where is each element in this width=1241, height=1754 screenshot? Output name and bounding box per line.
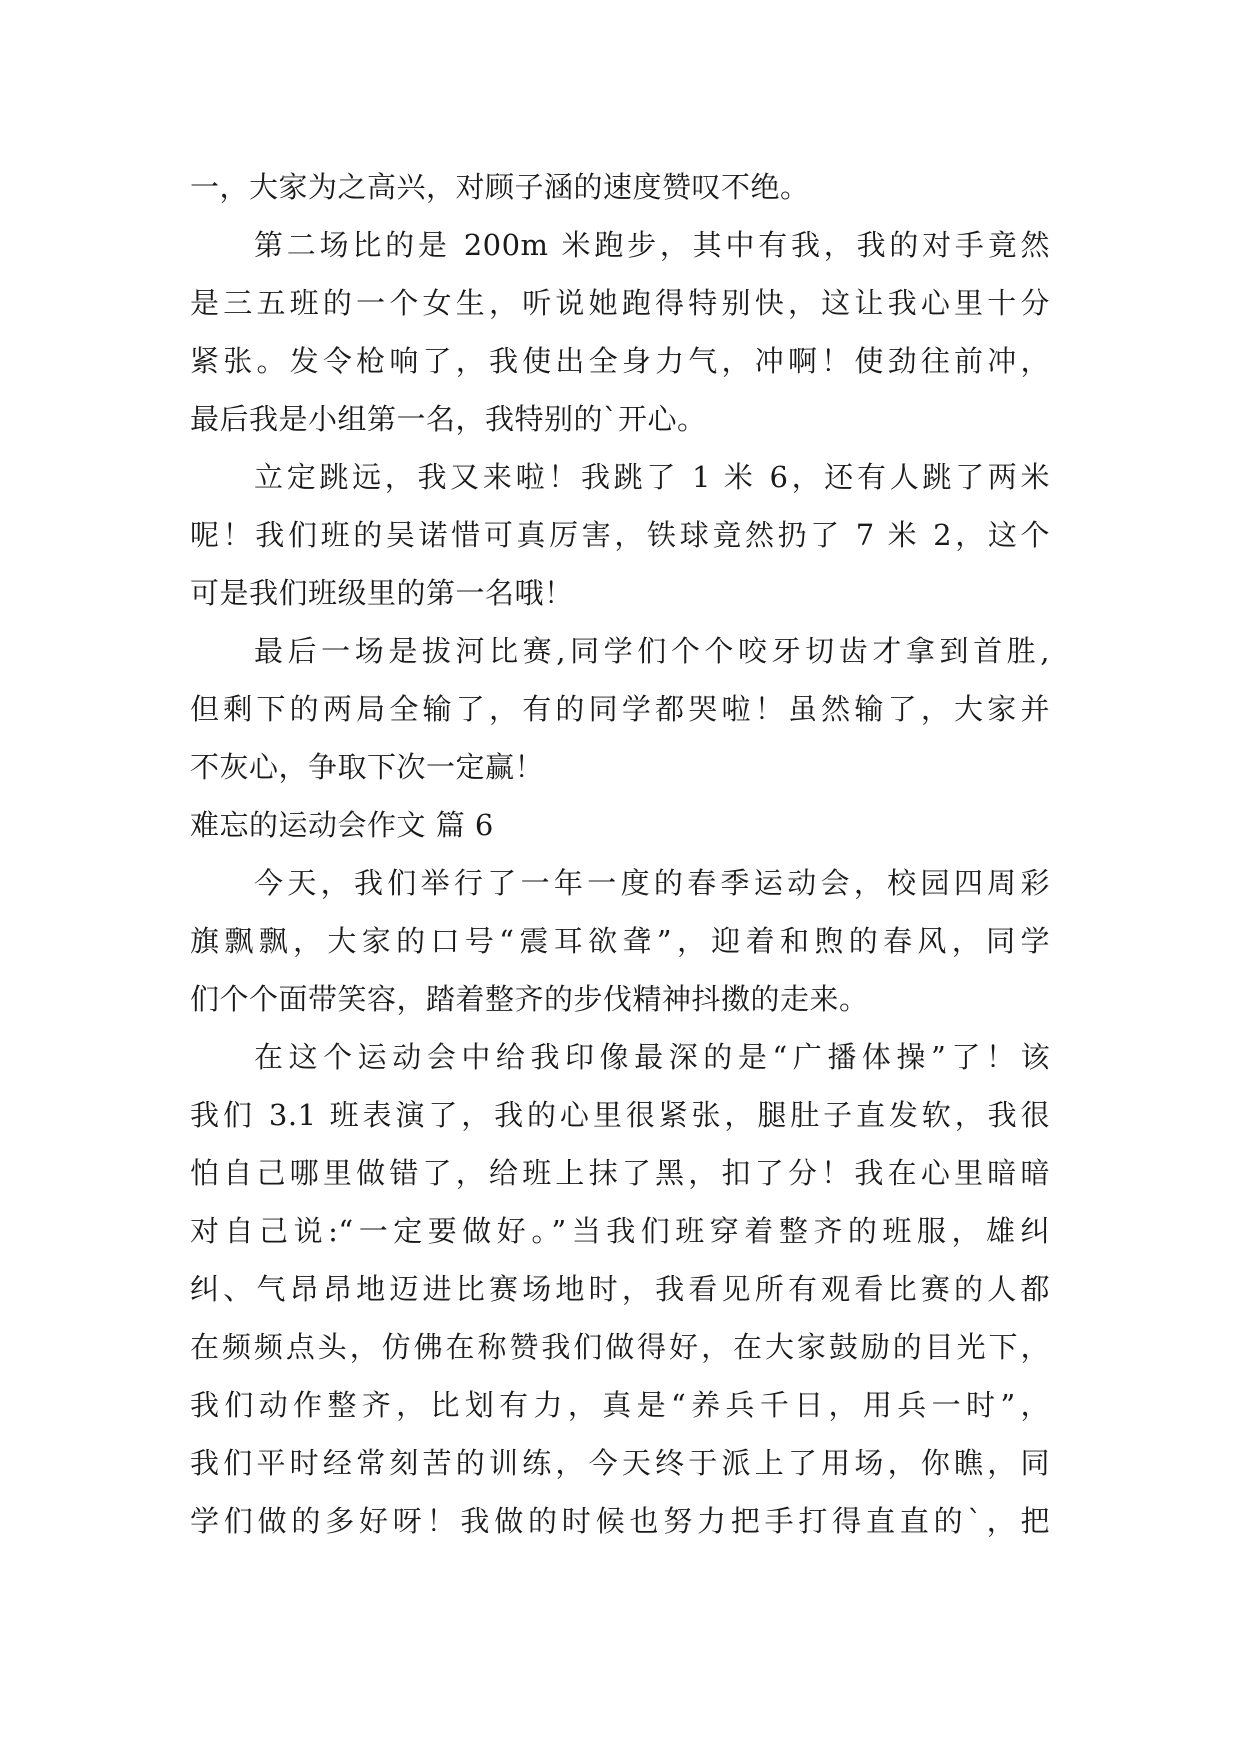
text-line: 我们动作整齐，比划有力，真是“养兵千日，用兵一时”， bbox=[190, 1388, 1050, 1422]
text-line: 最后一场是拔河比赛,同学们个个咬牙切齿才拿到首胜, bbox=[254, 634, 1050, 668]
text-line: 呢！我们班的吴诺惜可真厉害，铁球竟然扔了 7 米 2，这个 bbox=[190, 518, 1050, 552]
document-body bbox=[190, 158, 1050, 1550]
text-line: 第二场比的是 200m 米跑步，其中有我，我的对手竟然 bbox=[254, 228, 1050, 262]
text-line: 紧张。发令枪响了，我使出全身力气，冲啊！使劲往前冲， bbox=[190, 344, 1050, 378]
text-line: 可是我们班级里的第一名哦！ bbox=[190, 576, 574, 610]
text-line: 但剩下的两局全输了，有的同学都哭啦！虽然输了，大家并 bbox=[190, 692, 1050, 726]
text-line: 在频频点头，仿佛在称赞我们做得好，在大家鼓励的目光下， bbox=[190, 1330, 1050, 1364]
text-line: 纠、气昂昂地迈进比赛场地时，我看见所有观看比赛的人都 bbox=[190, 1272, 1050, 1306]
text-line: 一，大家为之高兴，对顾子涵的速度赞叹不绝。 bbox=[190, 170, 810, 204]
text-line: 我们 3.1 班表演了，我的心里很紧张，腿肚子直发软，我很 bbox=[190, 1098, 1050, 1132]
text-line: 怕自己哪里做错了，给班上抹了黑，扣了分！我在心里暗暗 bbox=[190, 1156, 1050, 1190]
text-line: 旗飘飘，大家的口号“震耳欲聋”，迎着和煦的春风，同学 bbox=[190, 924, 1050, 958]
text-line: 我们平时经常刻苦的训练，今天终于派上了用场，你瞧，同 bbox=[190, 1446, 1050, 1480]
text-line: 学们做的多好呀！我做的时候也努力把手打得直直的`，把 bbox=[190, 1504, 1050, 1538]
text-line: 立定跳远，我又来啦！我跳了 1 米 6，还有人跳了两米 bbox=[254, 460, 1050, 494]
text-line: 在这个运动会中给我印像最深的是“广播体操”了！该 bbox=[254, 1040, 1050, 1074]
text-line: 今天，我们举行了一年一度的春季运动会，校园四周彩 bbox=[254, 866, 1050, 900]
section-heading: 难忘的运动会作文 篇 6 bbox=[190, 808, 494, 842]
text-line: 对自己说:“一定要做好。”当我们班穿着整齐的班服，雄纠 bbox=[190, 1214, 1050, 1248]
text-line: 们个个面带笑容，踏着整齐的步伐精神抖擞的走来。 bbox=[190, 982, 869, 1016]
text-line: 最后我是小组第一名，我特别的`开心。 bbox=[190, 402, 707, 436]
text-line: 不灰心，争取下次一定赢！ bbox=[190, 750, 545, 784]
text-line: 是三五班的一个女生，听说她跑得特别快，这让我心里十分 bbox=[190, 286, 1050, 320]
